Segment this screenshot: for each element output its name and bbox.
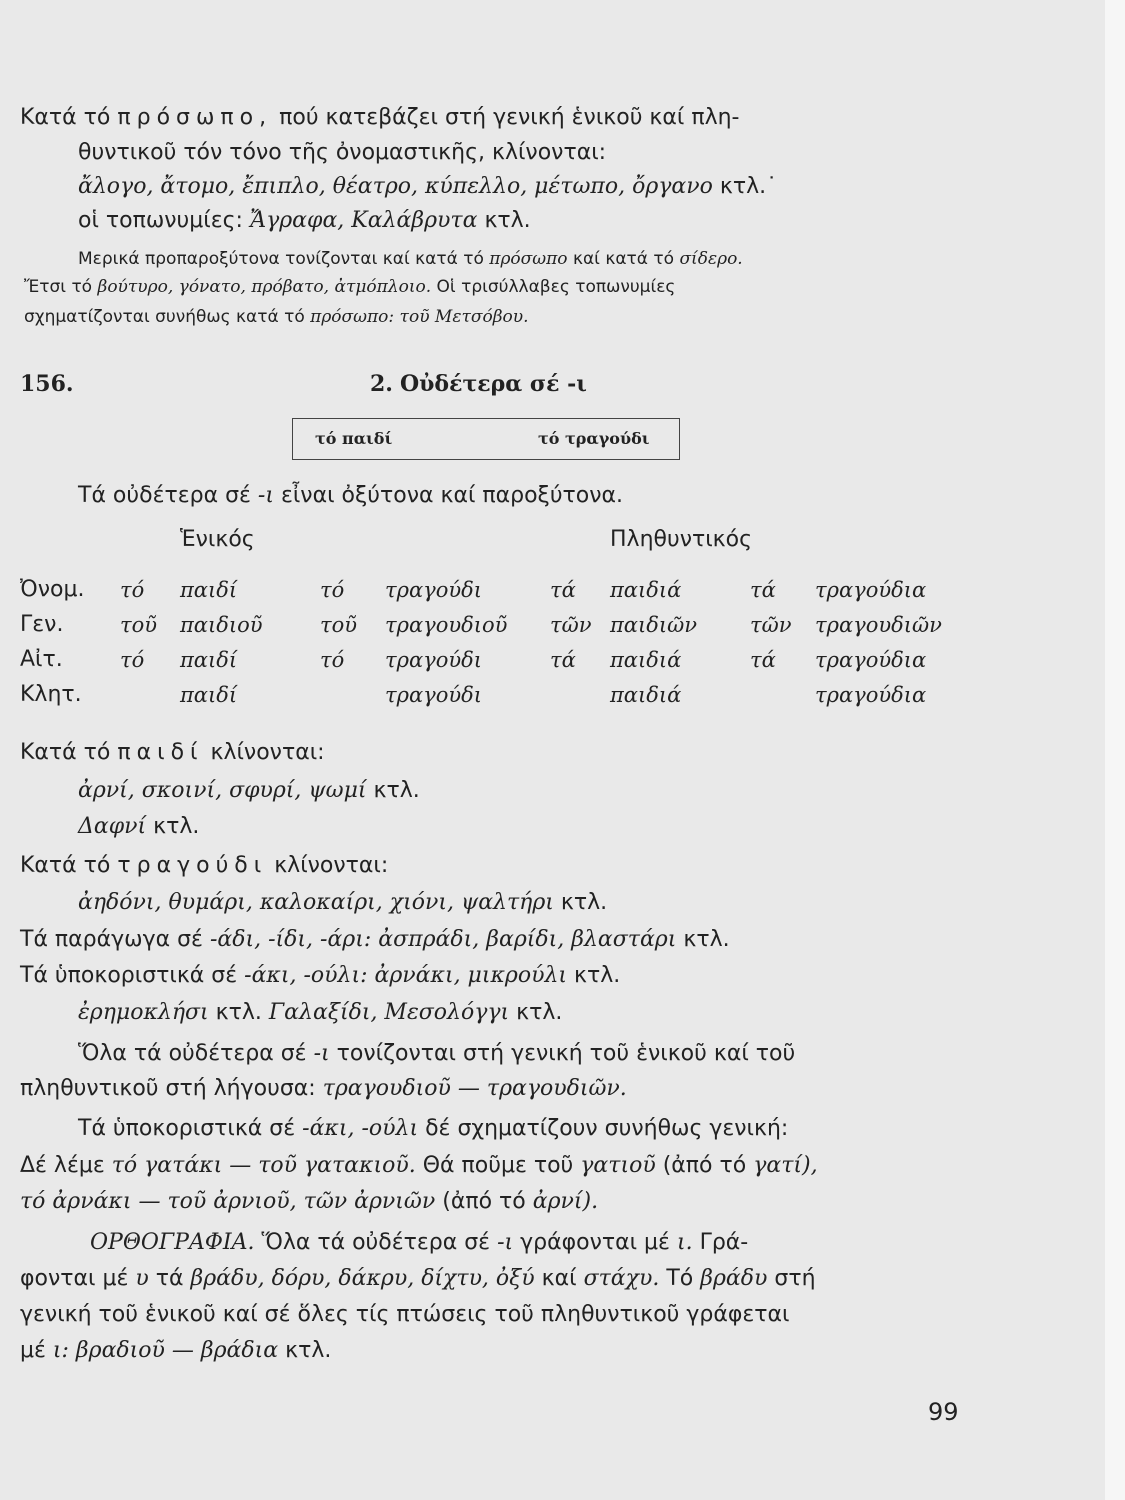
article: τῶν <box>550 613 592 637</box>
section-number: 156. <box>20 371 74 397</box>
letter: υ <box>135 1266 149 1291</box>
text: κλίνονται: <box>210 740 325 765</box>
text: πού κατεβάζει στή γενική ἑνικοῦ καί πλη- <box>279 105 740 130</box>
text: Κατά τό <box>20 105 111 130</box>
noun-form: τραγούδι <box>385 683 482 707</box>
example-words: ἀηδόνι, θυμάρι, καλοκαίρι, χιόνι, ψαλτήρι <box>78 890 554 915</box>
text: κτλ. <box>153 814 200 839</box>
article: τά <box>750 578 776 602</box>
article: τά <box>550 648 576 672</box>
text: κτλ. <box>373 778 420 803</box>
article: τό <box>120 648 145 672</box>
example-box <box>292 418 680 460</box>
example-words: ἐρημοκλήσι <box>78 1000 209 1025</box>
ypok-line3 <box>20 1187 598 1217</box>
example-words: Ἄγραφα, Καλάβρυτα <box>249 208 478 233</box>
text: στή <box>774 1266 816 1291</box>
text: τά <box>155 1266 184 1291</box>
text: (ἀπό τό <box>662 1153 747 1178</box>
noun-form: τραγούδια <box>815 648 927 672</box>
case-label: Αἰτ. <box>20 647 63 672</box>
noun-form: τραγούδι <box>385 578 482 602</box>
text: Γρά- <box>699 1230 749 1255</box>
case-label: Κλητ. <box>20 682 82 707</box>
text: καί <box>541 1266 577 1291</box>
example-words: Γαλαξίδι, Μεσολόγγι <box>268 1000 510 1025</box>
text: κτλ. <box>574 963 621 988</box>
noun-form: τραγουδιοῦ <box>385 613 508 637</box>
ending: -ι <box>257 483 274 508</box>
text: κτλ. <box>484 208 531 233</box>
text: φονται μέ <box>20 1266 129 1291</box>
text: Κατά τό <box>20 740 111 765</box>
page-number: 99 <box>928 1398 959 1426</box>
text: γράφονται μέ <box>520 1230 670 1255</box>
para1-line4 <box>78 206 531 236</box>
note-line3 <box>24 305 529 329</box>
noun-form: παιδιά <box>610 683 682 707</box>
paragoga-line <box>20 925 730 955</box>
article: τοῦ <box>120 613 158 637</box>
text: Ὅλα τά οὐδέτερα σέ <box>261 1230 491 1255</box>
plural-header: Πληθυντικός <box>610 527 753 552</box>
text: Κατά τό <box>20 853 111 878</box>
text: Θά ποῦμε τοῦ <box>422 1153 574 1178</box>
article: τά <box>550 578 576 602</box>
example-words: βράδυ, δόρυ, δάκρυ, δίχτυ, ὀξύ <box>190 1266 535 1291</box>
text: δέ σχηματίζουν συνήθως γενική: <box>425 1116 789 1141</box>
text: Τά παράγωγα σέ <box>20 927 203 952</box>
spaced-term: παιδί <box>117 740 204 765</box>
example-words: ἄλογο, ἄτομο, ἔπιπλο, θέατρο, κύπελλο, μέτωπο, ὄργανο <box>78 174 713 199</box>
letter: ι. <box>676 1230 693 1255</box>
text: Τά οὐδέτερα σέ <box>78 483 251 508</box>
noun-form: παιδιοῦ <box>180 613 263 637</box>
ending: -ι <box>313 1041 330 1066</box>
noun-form: παιδί <box>180 578 238 602</box>
note-line2 <box>24 275 675 299</box>
text: Ἔτσι τό <box>24 277 93 297</box>
text: Οἱ τρισύλλαβες τοπωνυμίες <box>436 277 676 297</box>
text: Τά ὑποκοριστικά σέ <box>78 1116 296 1141</box>
case-label: Ὀνομ. <box>20 577 85 602</box>
ypokoristika-line <box>20 961 620 991</box>
article: τοῦ <box>320 613 358 637</box>
example-words: βράδυ <box>700 1266 768 1291</box>
text: κτλ. <box>683 927 730 952</box>
article: τό <box>320 648 345 672</box>
example-words: τραγουδιοῦ — τραγουδιῶν. <box>322 1076 627 1101</box>
box-right-word: τό τραγούδι <box>538 429 650 448</box>
ortho-line1 <box>90 1228 748 1258</box>
example-words: γατί), <box>753 1153 818 1178</box>
noun-form: παιδιά <box>610 648 682 672</box>
noun-form: τραγούδια <box>815 578 927 602</box>
text: τονίζονται στή γενική τοῦ ἑνικοῦ καί τοῦ <box>336 1041 796 1066</box>
text: καί κατά τό <box>572 249 675 269</box>
text: κτλ. <box>285 1338 332 1363</box>
ending: -ι <box>497 1230 514 1255</box>
text: σχηματίζονται συνήθως κατά τό <box>24 307 305 327</box>
note-line1 <box>78 247 743 271</box>
article: τῶν <box>750 613 792 637</box>
text: κτλ. <box>215 1000 262 1025</box>
box-left-word: τό παιδί <box>315 429 393 448</box>
para1-line3 <box>78 172 777 202</box>
noun-form: παιδί <box>180 648 238 672</box>
example-words: ἀρνί). <box>532 1189 599 1214</box>
example-words: πρόσωπο: τοῦ Μετσόβου. <box>310 307 529 327</box>
noun-form: τραγούδι <box>385 648 482 672</box>
noun-form: τραγούδια <box>815 683 927 707</box>
example-words: βούτυρο, γόνατο, πρόβατο, ἀτμόπλοιο. <box>97 277 432 297</box>
spaced-term: τραγούδι <box>117 853 268 878</box>
text: Τό <box>666 1266 694 1291</box>
example-words: τό γατάκι — τοῦ γατακιοῦ. <box>111 1153 416 1178</box>
text: πληθυντικοῦ στή λήγουσα: <box>20 1076 316 1101</box>
text: κτλ. <box>560 890 608 915</box>
example-words: γατιοῦ <box>580 1153 656 1178</box>
ending: -άκι, -ούλι <box>302 1116 419 1141</box>
text: μέ <box>20 1338 46 1363</box>
text: Δέ λέμε <box>20 1153 105 1178</box>
section-title <box>370 369 587 400</box>
paidi-examples-2 <box>78 812 199 842</box>
tragoudi-heading <box>20 851 388 881</box>
noun-form: τραγουδιῶν <box>815 613 942 637</box>
ypok-line2 <box>20 1151 818 1181</box>
singular-header: Ἑνικός <box>180 527 255 552</box>
case-label: Γεν. <box>20 612 64 637</box>
ypok-line1 <box>78 1114 788 1144</box>
example-words: -άδι, -ίδι, -άρι: ἀσπράδι, βαρίδι, βλαστάρι <box>209 927 677 952</box>
section-title-text: Οὐδέτερα σέ -ι <box>399 371 587 397</box>
ola-line1 <box>78 1039 795 1069</box>
ola-line2 <box>20 1074 627 1104</box>
text: κτλ.˙ <box>719 174 778 199</box>
example-words: στάχυ. <box>583 1266 660 1291</box>
article: τά <box>750 648 776 672</box>
ortho-line3: γενική τοῦ ἑνικοῦ καί σέ ὅλες τίς πτώσεις τοῦ πληθυντικοῦ γράφεται <box>20 1302 790 1327</box>
text: κτλ. <box>516 1000 563 1025</box>
section-title-number: 2. <box>370 371 393 397</box>
spaced-term: πρόσωπο, <box>117 105 273 130</box>
page-edge <box>1105 0 1125 1500</box>
article: τό <box>120 578 145 602</box>
ortho-line2 <box>20 1264 816 1294</box>
example-words: ι: βραδιοῦ — βράδια <box>52 1338 279 1363</box>
ortho-heading: ΟΡΘΟΓΡΑΦΙΑ. <box>90 1230 255 1255</box>
example-words: ἀρνί, σκοινί, σφυρί, ψωμί <box>78 778 367 803</box>
paidi-heading <box>20 738 325 768</box>
tragoudi-examples <box>78 888 607 918</box>
text: εἶναι ὀξύτονα καί παροξύτονα. <box>280 483 624 508</box>
paidi-examples <box>78 776 420 806</box>
para1-line1 <box>20 103 739 133</box>
example-words: πρόσωπο <box>489 249 568 269</box>
example-words: Δαφνί <box>78 814 147 839</box>
text: Τά ὑποκοριστικά σέ <box>20 963 238 988</box>
ortho-line4 <box>20 1336 331 1366</box>
text: κλίνονται: <box>274 853 389 878</box>
para1-line2: θυντικοῦ τόν τόνο τῆς ὀνομαστικῆς, κλίνονται: <box>78 140 607 165</box>
noun-form: παιδιά <box>610 578 682 602</box>
noun-form: παιδί <box>180 683 238 707</box>
text: Μερικά προπαροξύτονα τονίζονται καί κατά τό <box>78 249 484 269</box>
text: Ὅλα τά οὐδέτερα σέ <box>78 1041 307 1066</box>
text: οἱ τοπωνυμίες: <box>78 208 243 233</box>
example-words: -άκι, -ούλι: ἀρνάκι, μικρούλι <box>244 963 568 988</box>
text: (ἀπό τό <box>442 1189 526 1214</box>
example-words: σίδερο. <box>679 249 743 269</box>
example-words: τό ἀρνάκι — τοῦ ἀρνιοῦ, τῶν ἀρνιῶν <box>20 1189 436 1214</box>
intro-line <box>78 481 623 511</box>
noun-form: παιδιῶν <box>610 613 697 637</box>
erimoklisi-line <box>78 998 562 1028</box>
article: τό <box>320 578 345 602</box>
